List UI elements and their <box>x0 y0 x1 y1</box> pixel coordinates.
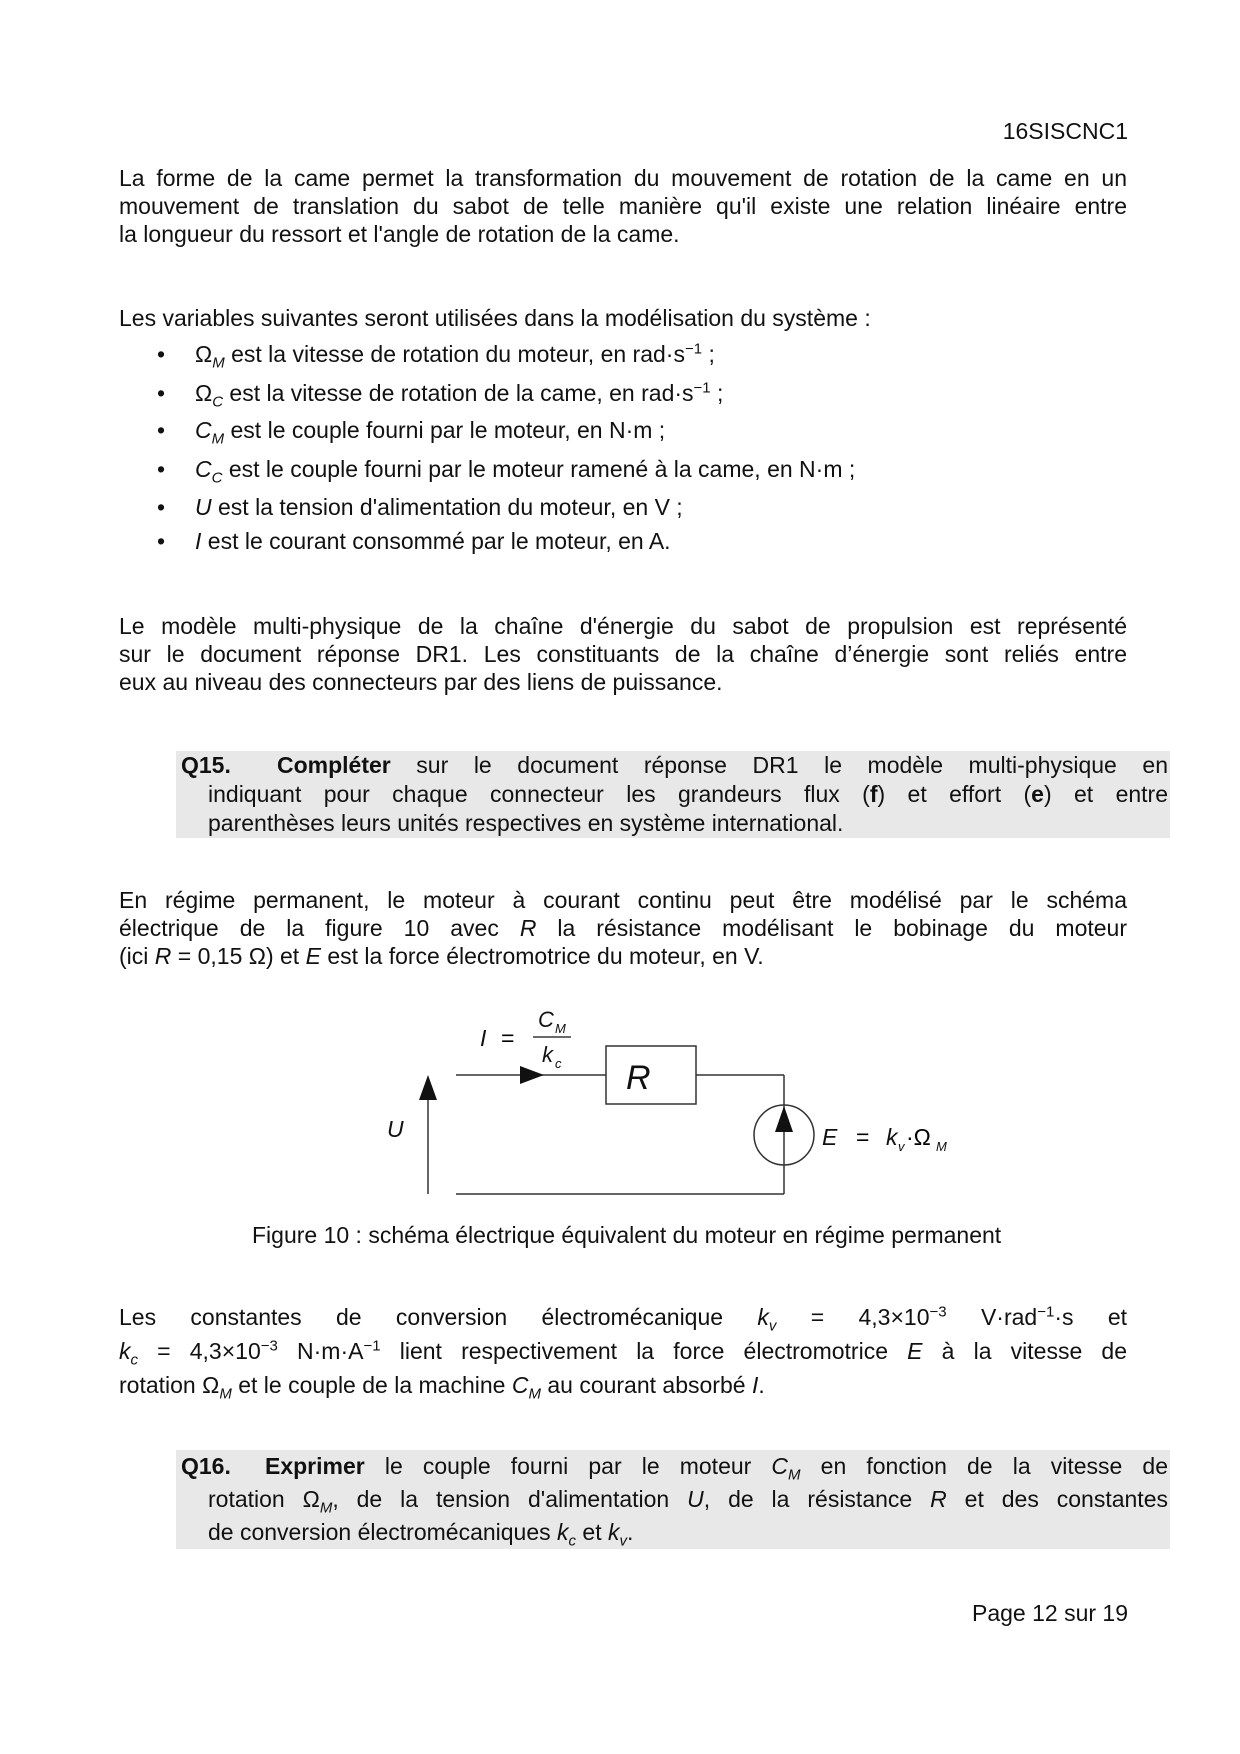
question-q16: Q16. Exprimer le couple fourni par le moteur $C_M$ en fonction de la vitesse de rotation $\Omega_M$, de la tension d'alimentation U, de la résistance R et des constantes de conversion électromécaniques $k_c$ et $k_v$. <box>176 1450 1170 1549</box>
symbol: I <box>195 528 202 554</box>
question-number: Q15. <box>181 752 231 778</box>
emf-k-sub: v <box>898 1139 905 1154</box>
resistor <box>606 1046 696 1104</box>
bullet: • <box>157 417 166 443</box>
emf-label: E <box>822 1124 838 1150</box>
intro-line: mouvement de translation du sabot de telle manière qu'il existe une relation linéaire entre <box>119 193 1127 219</box>
fraction-numerator-sub: M <box>555 1021 566 1036</box>
bullet: • <box>157 528 166 554</box>
fraction-denominator: k <box>542 1042 553 1067</box>
bullet: • <box>157 494 166 520</box>
page-number: Page 12 sur 19 <box>971 1600 1128 1626</box>
symbol: Ω <box>195 380 213 406</box>
regime-paragraph: En régime permanent, le moteur à courant continu peut être modélisé par le schéma électrique de la figure 10 avec R la résistance modélisant le bobinage du moteur (ici R = 0,15 Ω) et E est la force électromotrice du moteur, en V. <box>119 887 1127 969</box>
resistor-label: R <box>626 1059 651 1097</box>
question-verb: Exprimer <box>265 1453 365 1479</box>
constantes-paragraph: Les constantes de conversion électromécanique $k_v = 4,3\times 10^{-3}$ V·rad$^{-1}$·s et $k_c = 4,3\times 10^{-3}$ $N\cdot m\cdot A^{-1}$ lient respectivement la force électromotrice E à la vitesse de rotation $\Omega_M$ et le couple de la machine $C_M$ au courant absorbé I. <box>119 1303 1128 1403</box>
voltage-arrow-icon <box>419 1075 437 1100</box>
bullet: • <box>157 341 166 367</box>
figure-caption: Figure 10 : schéma électrique équivalent du moteur en régime permanent <box>252 1222 1002 1248</box>
emf-omega-sub: M <box>936 1139 947 1154</box>
current-label: I <box>480 1025 487 1051</box>
page: 16SISCNC1 La forme de la came permet la transformation du mouvement de rotation de la came en un mouvement de translation du sabot de telle manière qu'il existe une relation linéaire entre la longueur du ressort et l'angle de rotation de la came. Les variables suivantes seront utilisées dans la modélisation du système : • $\Omega_M$ est la vitesse de rotation du moteur, en $rad\cdot s^{-1}$ ; • $\Omega_C$ est la vitesse de rotation de la came, en $rad\cdot s^{-1}$ ; • $C_M$ est le couple fourni par le moteur, en N·m ; • $C_C$ est le couple fourni par le moteur ramené à la came, en N·m ; • U est la tension d'alimentation du moteur, en V ; • I est le courant consommé par le moteur, en A. Le modèle multi-physique de la chaîne d'énergie du sabot de propulsion est représenté sur le document réponse DR1. Les constituants de la chaîne d’énergie sont reliés entre eux au niveau des connecteurs par des liens de puissance. Q15. Compléter sur le document réponse DR1 le modèle multi-physique en indiquant pour chaque connecteur les grandeurs flux (f) et effort (e) et entre parenthèses leurs unités respectives en système international. En régime permanent, le moteur à courant continu peut être modélisé par le schéma électrique de la figure 10 avec R la résistance modélisant le bobinage du moteur (ici R = 0,15 Ω) et E est la force électromotrice du moteur, en V. I = C M k c R U E = k v ·Ω M Figure 10 : schéma électrique équivalent du moteur en régime permanent Les constantes de conversion électromécanique $k_v = 4,3\times 10^{-3}$ V·rad$^{-1}$·s et $k_c = 4,3\times 10^{-3}$ $N\cdot m\cdot A^{-1}$ lient respectivement la force électromotrice E à la vitesse de rotation $\Omega_M$ et le couple de la machine $C_M$ au courant absorbé I. Q16. Exprimer le couple fourni par le moteur $C_M$ en fonction de la vitesse de rotation $\Omega_M$, de la tension d'alimentation U, de la résistance R et des constantes de conversion électromécaniques $k_c$ et $k_v$. Page 12 sur 19 <box>0 0 1240 1754</box>
fraction-numerator: C <box>538 1007 554 1032</box>
current-arrow-icon <box>520 1066 544 1084</box>
document-code: 16SISCNC1 <box>1002 118 1128 144</box>
question-q15: Q15. Compléter sur le document réponse DR1 le modèle multi-physique en indiquant pour chaque connecteur les grandeurs flux (f) et effort (e) et entre parenthèses leurs unités respectives en système international. <box>176 751 1170 838</box>
fraction-denominator-sub: c <box>555 1056 562 1071</box>
emf-k: k <box>886 1124 898 1150</box>
voltage-label: U <box>387 1116 404 1142</box>
variables-lead: Les variables suivantes seront utilisées dans la modélisation du système : <box>119 305 871 331</box>
symbol: U <box>195 494 212 520</box>
bullet: • <box>157 456 166 482</box>
question-verb: Compléter <box>277 752 391 778</box>
intro-line: la longueur du ressort et l'angle de rotation de la came. <box>119 221 680 247</box>
multiphysique-paragraph: Le modèle multi-physique de la chaîne d'énergie du sabot de propulsion est représenté sur le document réponse DR1. Les constituants de la chaîne d’énergie sont reliés entre eux au niveau des connecteurs par des liens de puissance. <box>119 613 1127 695</box>
symbol: C <box>195 417 212 443</box>
emf-equals: = <box>856 1124 870 1150</box>
emf-omega: ·Ω <box>906 1124 931 1150</box>
symbol: C <box>195 456 212 482</box>
current-equals: = <box>501 1025 515 1051</box>
bullet: • <box>157 380 166 406</box>
question-number: Q16. <box>181 1453 231 1479</box>
symbol: Ω <box>195 341 213 367</box>
intro-line: La forme de la came permet la transformation du mouvement de rotation de la came en un <box>119 165 1127 191</box>
